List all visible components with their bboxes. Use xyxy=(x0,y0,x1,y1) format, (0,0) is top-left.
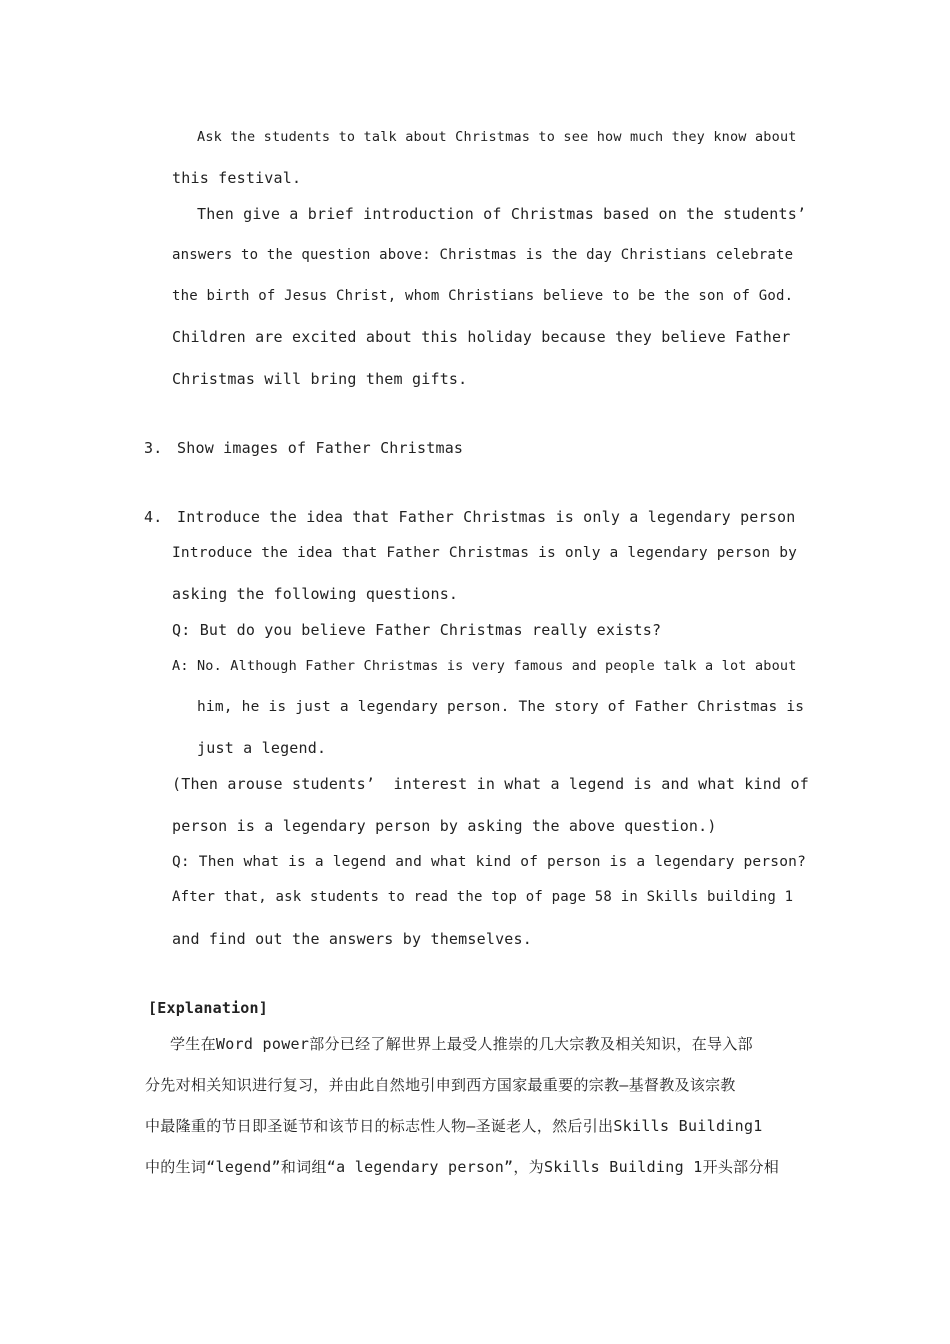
intro-line-3: Then give a brief introduction of Christmas based on the students’ xyxy=(197,205,807,223)
explanation-heading: [Explanation] xyxy=(148,999,268,1017)
question-2: Q: Then what is a legend and what kind of person is a legendary person? xyxy=(172,854,807,870)
answer-1-line-3: just a legend. xyxy=(197,739,327,757)
step-3-number: 3. xyxy=(144,439,163,457)
step-4-line-1: Introduce the idea that Father Christmas is only a legendary person by xyxy=(172,545,798,561)
question-1: Q: But do you believe Father Christmas really exists? xyxy=(172,621,662,639)
explanation-line-3: 中最隆重的节日即圣诞节和该节日的标志性人物—圣诞老人，然后引出Skills Building1 xyxy=(145,1117,763,1135)
explanation-line-1: 学生在Word power部分已经了解世界上最受人推崇的几大宗教及相关知识，在导入部 xyxy=(170,1035,753,1053)
explanation-line-4: 中的生词“legend”和词组“a legendary person”，为Skills Building 1开头部分相 xyxy=(145,1158,780,1176)
step-4-title: Introduce the idea that Father Christmas is only a legendary person xyxy=(177,508,796,526)
intro-line-1: Ask the students to talk about Christmas to see how much they know about xyxy=(197,129,797,145)
step-4-line-2: asking the following questions. xyxy=(172,585,459,603)
note-line-2: person is a legendary person by asking the above question.) xyxy=(172,817,717,835)
step-3-title: Show images of Father Christmas xyxy=(177,439,464,457)
intro-line-7: Christmas will bring them gifts. xyxy=(172,370,468,388)
answer-1-line-1: A: No. Although Father Christmas is very famous and people talk a lot about xyxy=(172,658,797,674)
intro-line-4: answers to the question above: Christmas is the day Christians celebrate xyxy=(172,247,794,263)
note-line-1: (Then arouse students’ interest in what a legend is and what kind of xyxy=(172,775,809,793)
after-line-2: and find out the answers by themselves. xyxy=(172,930,532,948)
explanation-line-2: 分先对相关知识进行复习，并由此自然地引申到西方国家最重要的宗教—基督教及该宗教 xyxy=(145,1076,736,1094)
answer-1-line-2: him, he is just a legendary person. The story of Father Christmas is xyxy=(197,699,805,715)
after-line-1: After that, ask students to read the top of page 58 in Skills building 1 xyxy=(172,889,794,905)
intro-line-2: this festival. xyxy=(172,169,302,187)
intro-line-5: the birth of Jesus Christ, whom Christians believe to be the son of God. xyxy=(172,288,794,304)
intro-line-6: Children are excited about this holiday because they believe Father xyxy=(172,328,791,346)
step-4-number: 4. xyxy=(144,508,163,526)
